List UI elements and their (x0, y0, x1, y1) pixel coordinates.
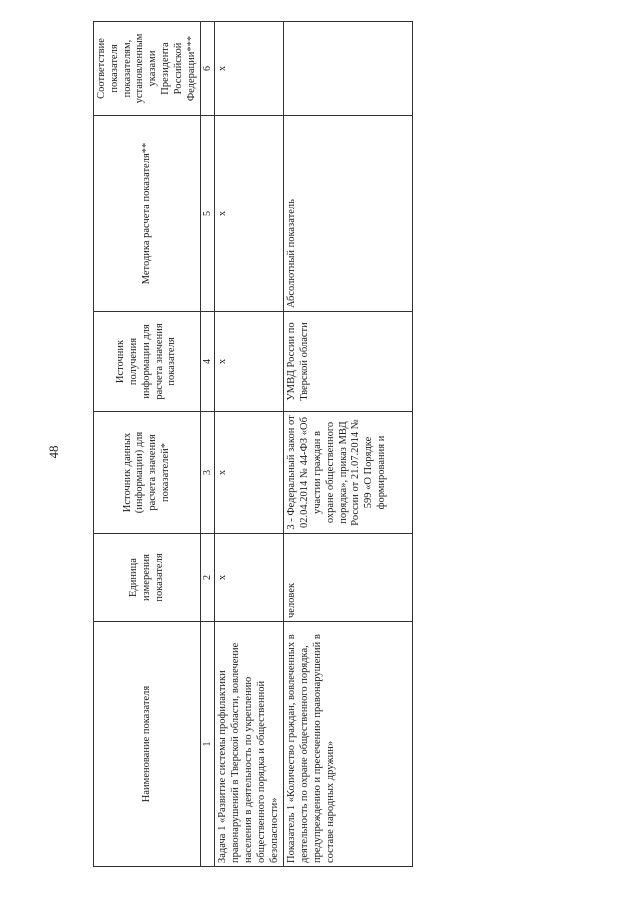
column-number: 1 (201, 622, 215, 867)
column-number: 2 (201, 534, 215, 622)
cell-indicator-name: Задача 1 «Развитие системы профилактики правонарушений в Тверской области, вовлечение населения в деятельность по укреплению общественного порядка и общественной безопасности» (215, 622, 284, 867)
column-number: 5 (201, 116, 215, 312)
cell-compliance: х (215, 22, 284, 116)
header-unit: Единица измерения показателя (94, 534, 201, 622)
cell-unit: человек (284, 534, 413, 622)
table-row-task-1 (215, 22, 284, 867)
cell-compliance (284, 22, 413, 116)
header-indicator-name: Наименование показателя (94, 622, 201, 867)
cell-indicator-name: Показатель 1 «Количество граждан, вовлеченных в деятельность по охране общественного порядка, предупреждению и пресечению правонарушений в составе народных дружин» (284, 622, 413, 867)
column-number: 3 (201, 412, 215, 534)
header-info-source: Источник получения информации для расчета значения показателя (94, 312, 201, 412)
header-method: Методика расчета показателя** (94, 116, 201, 312)
header-compliance: Соответствие показателя показателям, установленным указами Президента Российской Федерации*** (94, 22, 201, 116)
cell-info-source: УМВД России по Тверской области (284, 312, 413, 412)
column-number: 6 (201, 22, 215, 116)
cell-method: Абсолютный показатель (284, 116, 413, 312)
column-number-row (201, 22, 215, 867)
table-row-indicator-1 (284, 22, 413, 867)
column-number: 4 (201, 312, 215, 412)
table-header-row (94, 22, 201, 867)
cell-info-source: х (215, 312, 284, 412)
cell-method: х (215, 116, 284, 312)
cell-data-source: х (215, 412, 284, 534)
page-number: 48 (46, 445, 61, 459)
header-data-source: Источник данных (информации) для расчета значения показателей* (94, 412, 201, 534)
cell-data-source: 3 - Федеральный закон от 02.04.2014 № 44-ФЗ «Об участии граждан в охране общественного порядка», приказ МВД России от 21.07.2014 № 599 «О Порядке формирования и (284, 412, 413, 534)
indicators-table (93, 21, 413, 867)
cell-unit: х (215, 534, 284, 622)
rotated-table-container (93, 22, 387, 867)
